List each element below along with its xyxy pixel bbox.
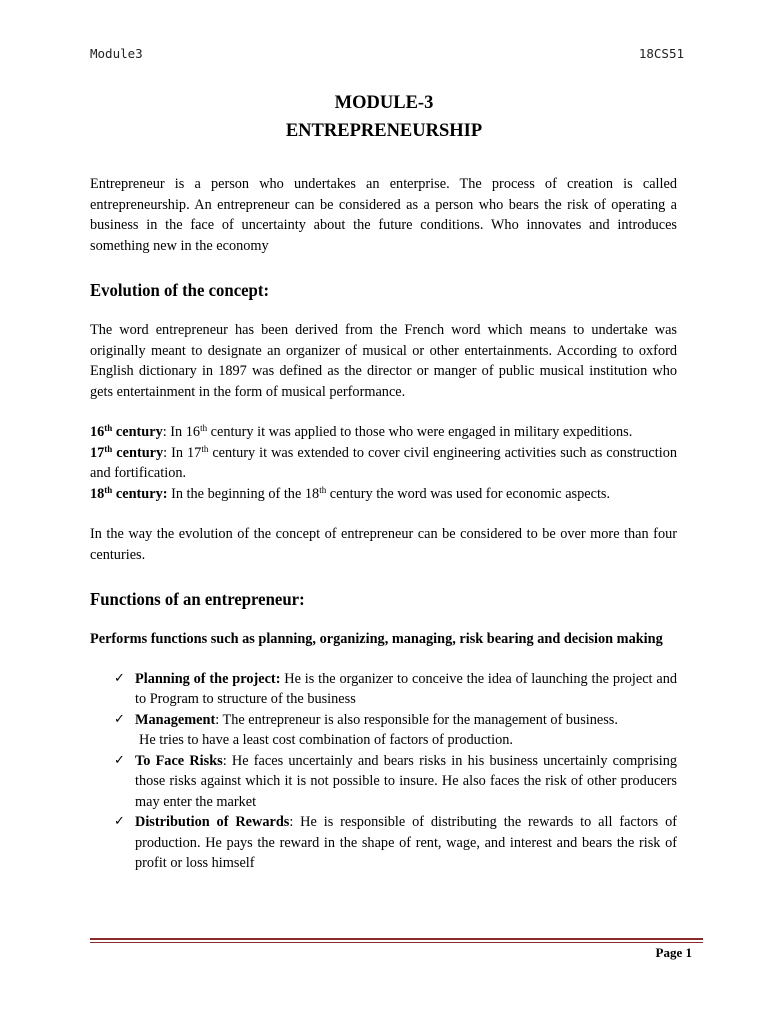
check-icon: ✓: [114, 752, 125, 768]
century-18-inline-sup: th: [319, 484, 327, 495]
century-17-post: century it was extended to cover civil engineering activities such as construction and fortification.: [90, 444, 677, 481]
century-17-sup: th: [104, 443, 113, 454]
century-18-pre: In the beginning of the 18: [167, 485, 320, 502]
century-16-post: century it was applied to those who were engaged in military expeditions.: [207, 424, 633, 440]
century-16-label: century: [112, 424, 163, 440]
chapter-title: ENTREPRENEURSHIP: [285, 121, 483, 141]
list-item: [114, 812, 677, 874]
century-18-num: 18: [90, 485, 105, 502]
century-16-line: [90, 422, 677, 443]
item-term: Management: [135, 711, 216, 728]
item-extra: He tries to have a least cost combination of factors of production.: [139, 732, 513, 748]
check-icon: ✓: [114, 814, 125, 829]
century-18-term: [90, 486, 168, 502]
page-number: Page 1: [655, 945, 692, 960]
evolution-heading: Evolution of the concept:: [90, 280, 270, 300]
century-16-pre: : In 16: [162, 424, 201, 440]
century-18-line: [90, 484, 677, 505]
item-text: : The entrepreneur is also responsible for the management of business.: [215, 711, 618, 728]
running-header-left: Module3: [90, 46, 143, 61]
list-item: [114, 669, 677, 710]
module-title: MODULE-3: [334, 93, 434, 113]
century-18-post: century the word was used for economic aspects.: [326, 485, 611, 502]
century-17-num: 17: [90, 444, 105, 461]
page-body: [90, 174, 677, 874]
item-term: To Face Risks: [135, 752, 223, 769]
item-text: : He faces uncertainly and bears risks in his business uncertainly comprising those risks against which it is not possible to insure. He also faces the risk of other producers may enter the market: [135, 752, 678, 810]
list-item: [114, 751, 677, 813]
functions-lead: Performs functions such as planning, organizing, managing, risk bearing and decision making: [90, 631, 663, 647]
check-icon: ✓: [114, 711, 125, 727]
functions-list: [90, 669, 677, 874]
item-text: : He is responsible of distributing the rewards to all factors of production. He pays the reward in the shape of rent, wage, and interest and bears the risk of profit or loss himself: [135, 814, 677, 871]
century-17-label: century: [112, 444, 164, 461]
item-term: Distribution of Rewards: [135, 814, 290, 830]
list-item: [114, 710, 677, 751]
century-17-term: [90, 445, 163, 461]
century-18-sup: th: [104, 484, 113, 495]
century-18-label: century:: [112, 485, 168, 502]
functions-heading: Functions of an entrepreneur:: [90, 589, 305, 609]
century-16-inline-sup: th: [200, 423, 208, 433]
century-16-num: 16: [90, 424, 105, 440]
evolution-closing: In the way the evolution of the concept of entrepreneur can be considered to be over more than four centuries.: [90, 526, 677, 563]
century-17-pre: : In 17: [163, 444, 202, 461]
item-text: He is the organizer to conceive the idea of launching the project and to Program to structure of the business: [135, 670, 677, 707]
century-16-term: [90, 424, 163, 440]
century-16-sup: th: [104, 423, 113, 433]
century-17-inline-sup: th: [201, 443, 209, 454]
check-icon: ✓: [114, 670, 125, 686]
item-term: Planning of the project:: [135, 670, 281, 687]
intro-paragraph: Entrepreneur is a person who undertakes an enterprise. The process of creation is called entrepreneurship. An entrepreneur can be considered as a person who bears the risk of operating a business in the face of uncertainty about the future conditions. Who innovates and introduces something new in the economy: [90, 176, 677, 254]
century-17-line: [90, 443, 677, 484]
footer-rule-thick: [90, 938, 703, 940]
evolution-paragraph: The word entrepreneur has been derived from the French word which means to undertake was originally meant to designate an organizer of musical or other entertainments. According to oxford English dictionary in 1897 was defined as the director or manger of public musical institution who gets entertainment in the form of musical performance.: [90, 322, 677, 400]
running-header-right: 18CS51: [638, 46, 684, 61]
footer-rule-thin: [90, 942, 703, 943]
